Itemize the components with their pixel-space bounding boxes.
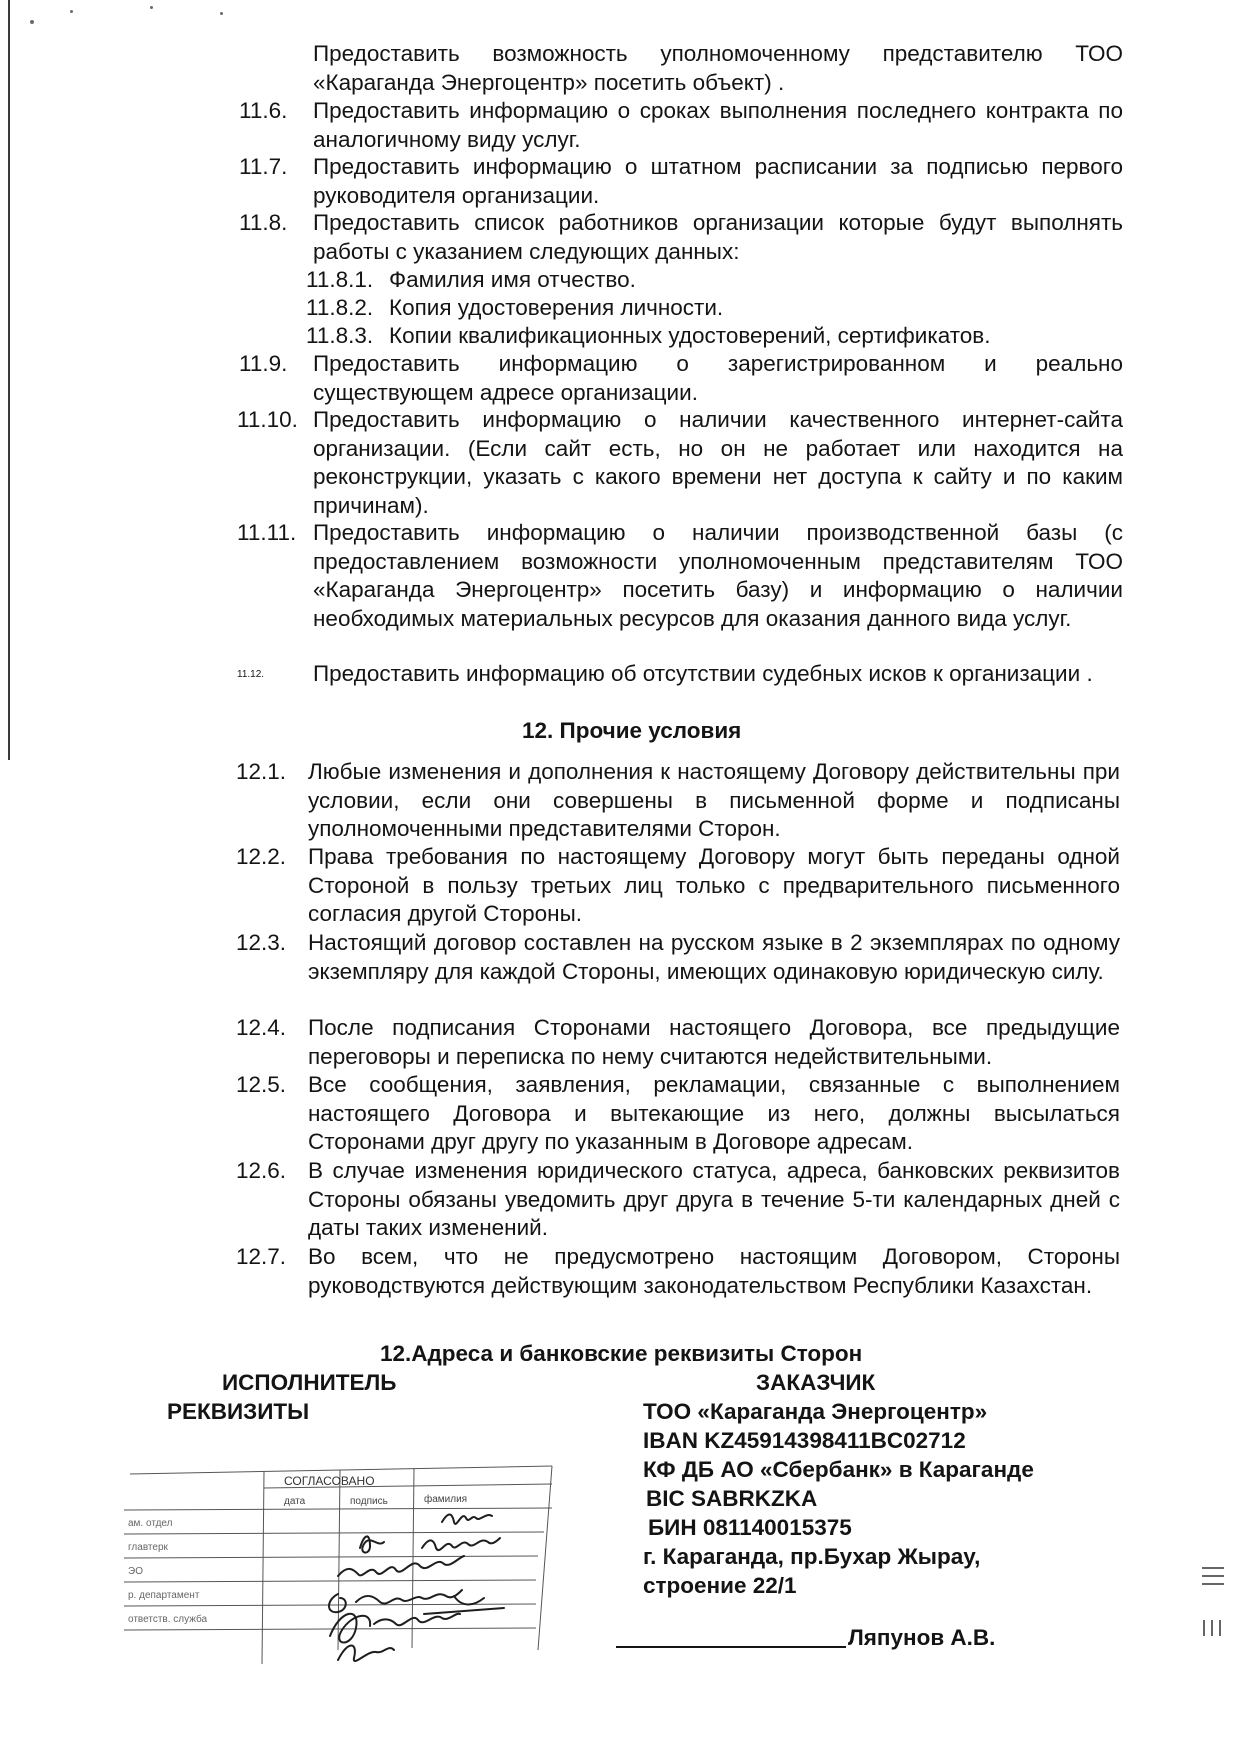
scan-speck <box>70 10 73 13</box>
stamp-row-label: р. департамент <box>128 1590 200 1601</box>
stamp-row-label: ам. отдел <box>128 1518 173 1529</box>
scanner-edge-marks <box>1200 1560 1226 1730</box>
clause-number: 12.1. <box>236 759 287 784</box>
customer-name: ТОО «Караганда Энергоцентр» <box>643 1399 988 1424</box>
subclause-text: Фамилия имя отчество. <box>389 267 636 292</box>
clause-text: Предоставить информацию о наличии производственной базы (с предоставлением возможности уполномоченным представителям ТОО «Караганда Энергоцентр» посетить базу) и информацию о наличии необходимых материальных ресурсов для оказания данного вида услуг. <box>313 520 1123 631</box>
clause-text: Во всем, что не предусмотрено настоящим Договором, Стороны руководствуются действующим законодательством Республики Казахстан. <box>308 1244 1120 1298</box>
customer-building: строение 22/1 <box>643 1573 797 1598</box>
clause-text: В случае изменения юридического статуса, адреса, банковских реквизитов Стороны обязаны уведомить друг друга в течение 5-ти календарных дней с даты таких изменений. <box>308 1158 1120 1240</box>
clause-number: 11.7. <box>239 154 288 179</box>
stamp-header-signature: подпись <box>350 1496 388 1507</box>
subclause-text: Копии квалификационных удостоверений, сертификатов. <box>389 323 991 348</box>
subclause-number: 11.8.1. <box>306 267 374 292</box>
clause-text: Предоставить список работников организации которые будут выполнять работы с указанием следующих данных: <box>313 210 1123 264</box>
executor-requisites-label: РЕКВИЗИТЫ <box>167 1399 310 1424</box>
clause-number: 12.3. <box>236 930 287 955</box>
clause-number: 12.7. <box>236 1244 287 1269</box>
handwritten-signatures <box>329 1515 504 1662</box>
stamp-title: СОГЛАСОВАНО <box>284 1474 375 1488</box>
customer-address: г. Караганда, пр.Бухар Жырау, <box>643 1544 981 1569</box>
clause-number: 11.10. <box>237 407 298 432</box>
scan-speck <box>220 12 223 15</box>
scan-speck <box>150 6 153 9</box>
customer-iban: IBAN KZ45914398411BC02712 <box>643 1428 966 1453</box>
subclause-text: Копия удостоверения личности. <box>389 295 724 320</box>
clause-text: Предоставить информацию о наличии качественного интернет-сайта организации. (Если сайт есть, но он не работает или находится на реконструкции, указать с какого времени нет доступа к сайту и по каким причинам). <box>313 407 1123 518</box>
clause-text: Предоставить информацию об отсутствии судебных исков к организации . <box>313 661 1093 686</box>
document-page: Предоставить возможность уполномоченному представителю ТОО «Караганда Энергоцентр» посетить объект) . 11.6. Предоставить информацию о сроках выполнения последнего контракта по аналогичному виду услуг. 11.7. Предоставить информацию о штатном расписании за подписью первого руководителя организации. 11.8. Предоставить список работников организации которые будут выполнять работы с указанием следующих данных: 11.8.1. Фамилия имя отчество. 11.8.2. Копия удостоверения личности. 11.8.3. Копии квалификационных удостоверений, сертификатов. 11.9. Предоставить информацию о зарегистрированном и реально существующем адресе организации. 11.10. Предоставить информацию о наличии качественного интернет-сайта организации. (Если сайт есть, но он не работает или находится на реконструкции, указать с какого времени нет доступа к сайту и по каким причинам). 11.11. Предоставить информацию о наличии производственной базы (с предоставлением возможности уполномоченным представителям ТОО «Караганда Энергоцентр» посетить базу) и информацию о наличии необходимых материальных ресурсов для оказания данного вида услуг. 11.12. Предоставить информацию об отсутствии судебных исков к организации . 12. Прочие условия 12.1. Любые изменения и дополнения к настоящему Договору действительны при условии, если они совершены в письменной форме и подписаны уполномоченными представителями Сторон. 12.2. Права требования по настоящему Договору могут быть переданы одной Стороной в пользу третьих лиц только с предварительного письменного согласия другой Стороны. 12.3. Настоящий договор составлен на русском языке в 2 экземплярах по одному экземпляру для каждой Стороны, имеющих одинаковую юридическую силу. 12.4. После подписания Сторонами настоящего Договора, все предыдущие переговоры и переписка по нему считаются недействительными. 12.5. Все сообщения, заявления, рекламации, связанные с выполнением настоящего Договора и вытекающие из него, должны высылаться Сторонами друг другу по указанным в Договоре адресам. 12.6. В случае изменения юридического статуса, адреса, банковских реквизитов Стороны обязаны уведомить друг друга в течение 5-ти календарных дней с даты таких изменений. 12.7. Во всем, что не предусмотрено настоящим Договором, Стороны руководствуются действующим законодательством Республики Казахстан. 12.Адреса и банковские реквизиты Сторон ИСПОЛНИТЕЛЬ РЕКВИЗИТЫ ЗАКАЗЧИК ТОО «Караганда Энергоцентр» IBAN KZ45914398411BC02712 КФ ДБ АО «Сбербанк» в Караганде BIC SABRKZKA БИН 081140015375 г. Караганда, пр.Бухар Жырау, строение 22/1 Ляпунов А.В. СОГЛАСОВАНО дата подпись фамилия ам. отдел главтерк ЭО р. департамент ответств. служба <box>0 0 1240 1754</box>
stamp-row-label: ЭО <box>128 1566 143 1577</box>
customer-bank: КФ ДБ АО «Сбербанк» в Караганде <box>643 1457 1034 1482</box>
subclause-number: 11.8.2. <box>306 295 374 320</box>
clause-number: 11.11. <box>237 520 297 545</box>
scan-speck <box>30 20 34 24</box>
subclause-number: 11.8.3. <box>306 323 374 348</box>
clause-number: 11.12. <box>237 669 265 680</box>
clause-number: 12.2. <box>236 844 287 869</box>
clause-text: Права требования по настоящему Договору могут быть переданы одной Стороной в пользу третьих лиц только с предварительного письменного согласия другой Стороны. <box>308 844 1120 926</box>
clause-text: После подписания Сторонами настоящего Договора, все предыдущие переговоры и переписка по нему считаются недействительными. <box>308 1015 1120 1069</box>
clause-text: Предоставить информацию о сроках выполнения последнего контракта по аналогичному виду услуг. <box>313 98 1123 152</box>
clause-text: Настоящий договор составлен на русском языке в 2 экземплярах по одному экземпляру для каждой Стороны, имеющих одинаковую юридическую силу. <box>308 930 1120 984</box>
signature-line <box>616 1646 846 1648</box>
clause-text: Предоставить информацию о зарегистрированном и реально существующем адресе организации. <box>313 351 1123 405</box>
stamp-row-label: главтерк <box>128 1542 168 1553</box>
section-12-heading: 12. Прочие условия <box>522 718 742 743</box>
addresses-heading: 12.Адреса и банковские реквизиты Сторон <box>380 1341 863 1366</box>
stamp-row-label: ответств. служба <box>128 1614 208 1625</box>
stamp-header-surname: фамилия <box>424 1494 468 1505</box>
scan-margin-line <box>8 0 10 760</box>
clause-number: 11.9. <box>239 351 288 376</box>
clause-text: Любые изменения и дополнения к настоящему Договору действительны при условии, если они совершены в письменной форме и подписаны уполномоченными представителями Сторон. <box>308 759 1120 841</box>
customer-bin: БИН 081140015375 <box>648 1515 852 1540</box>
customer-signatory: Ляпунов А.В. <box>848 1625 996 1650</box>
clause-text: Предоставить информацию о штатном расписании за подписью первого руководителя организации. <box>313 154 1123 208</box>
clause-number: 12.4. <box>236 1015 287 1040</box>
clause-number: 11.8. <box>239 210 288 235</box>
clause-number: 11.6. <box>239 98 288 123</box>
stamp-header-date: дата <box>284 1496 306 1507</box>
clause-text: Все сообщения, заявления, рекламации, связанные с выполнением настоящего Договора и вытекающие из него, должны высылаться Сторонами друг другу по указанным в Договоре адресам. <box>308 1072 1120 1154</box>
executor-title: ИСПОЛНИТЕЛЬ <box>222 1370 397 1395</box>
clause-number: 12.6. <box>236 1158 287 1183</box>
customer-bic: BIC SABRKZKA <box>646 1486 818 1511</box>
customer-title: ЗАКАЗЧИК <box>756 1370 876 1395</box>
clause-number: 12.5. <box>236 1072 287 1097</box>
approval-stamp <box>124 1464 554 1676</box>
stamp-grid <box>124 1466 552 1664</box>
